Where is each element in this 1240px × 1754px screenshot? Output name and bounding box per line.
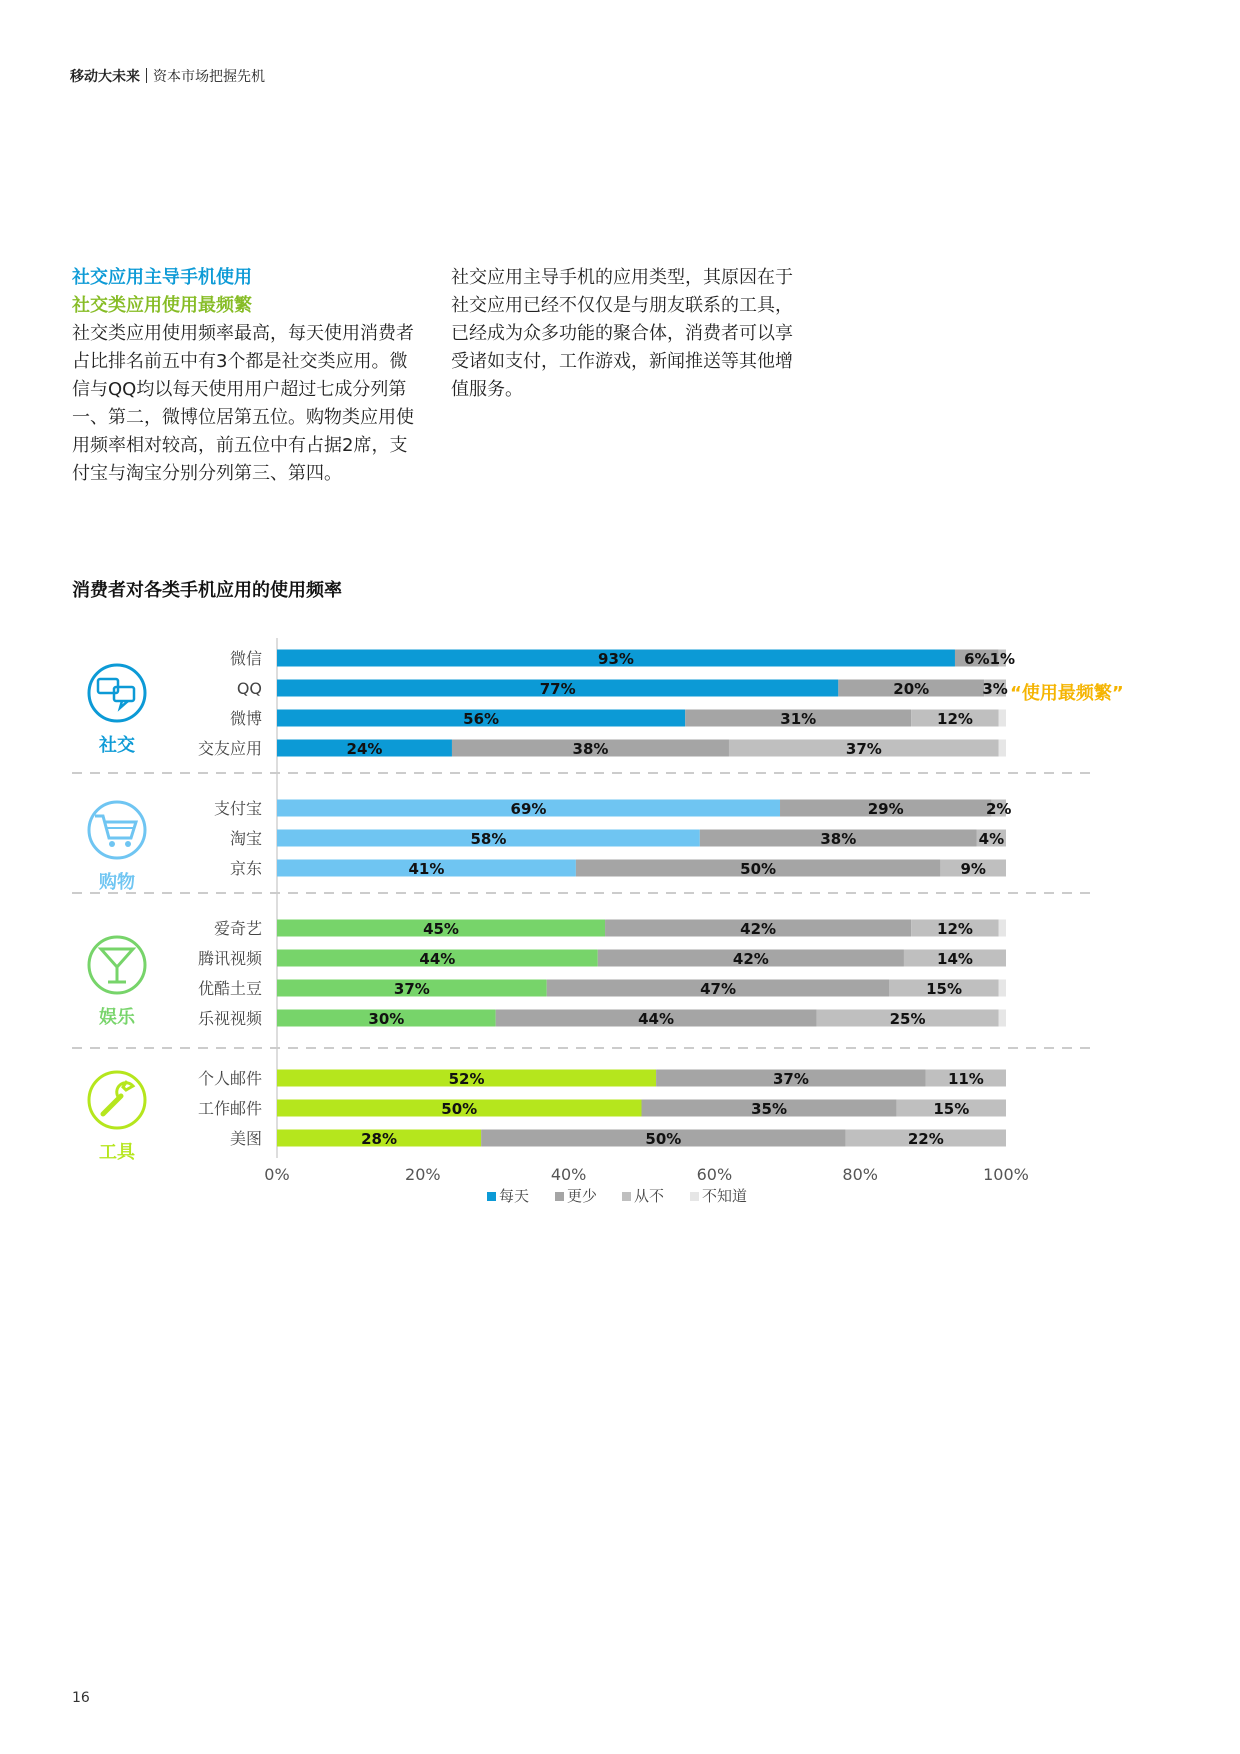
bar-segment	[999, 980, 1006, 997]
bar-value-label: 20%	[893, 680, 930, 698]
bar-value-label: 50%	[645, 1130, 682, 1148]
bar-value-label: 31%	[780, 710, 817, 728]
bar-value-label: 37%	[845, 740, 882, 758]
legend-swatch	[622, 1192, 631, 1201]
bar-value-label: 6%	[964, 650, 990, 668]
legend-label: 每天	[499, 1187, 530, 1205]
legend-label: 从不	[634, 1187, 665, 1205]
bar-value-label: 50%	[441, 1100, 478, 1118]
bar-value-label: 77%	[539, 680, 576, 698]
bar-value-label: 14%	[937, 950, 973, 968]
category-label: 购物	[99, 872, 135, 893]
glass-bowl	[101, 949, 133, 967]
x-tick-label: 60%	[696, 1165, 733, 1184]
app-label: 微博	[229, 709, 262, 728]
header-subtitle: 资本市场把握先机	[153, 69, 265, 85]
bar-value-label: 38%	[572, 740, 609, 758]
bar-value-label: 45%	[423, 920, 459, 938]
bar-value-label: 15%	[933, 1100, 970, 1118]
legend-label: 不知道	[702, 1187, 748, 1205]
bar-segment	[999, 740, 1006, 757]
bar-value-label: 29%	[867, 800, 904, 818]
bar-segment	[999, 920, 1006, 937]
app-label: 淘宝	[229, 829, 262, 848]
bar-value-label: 3%	[982, 680, 1008, 698]
bar-value-label: 4%	[978, 830, 1005, 848]
bar-segment	[999, 1010, 1006, 1027]
app-label: 个人邮件	[197, 1069, 262, 1088]
bar-value-label: 42%	[732, 950, 769, 968]
bar-segment	[999, 710, 1006, 727]
bar-value-label: 52%	[448, 1070, 485, 1088]
bar-value-label: 22%	[907, 1130, 944, 1148]
app-label: 乐视视频	[197, 1009, 262, 1028]
right-paragraph: 社交应用主导手机的应用类型，其原因在于社交应用已经不仅仅是与朋友联系的工具，已经成为众多功能的聚合体，消费者可以享受诸如支付，工作游戏，新闻推送等其他增值服务。	[451, 267, 793, 400]
bar-value-label: 50%	[740, 860, 777, 878]
category-icon-ring	[89, 802, 145, 858]
bar-value-label: 2%	[985, 800, 1012, 818]
app-label: 微信	[229, 649, 262, 668]
bar-value-label: 41%	[408, 860, 445, 878]
page-number: 16	[72, 1690, 90, 1706]
legend-label: 更少	[567, 1187, 598, 1205]
app-label: 优酷土豆	[197, 979, 262, 998]
bar-value-label: 38%	[820, 830, 857, 848]
bar-value-label: 44%	[638, 1010, 675, 1028]
app-label: 支付宝	[213, 799, 262, 818]
bar-value-label: 44%	[419, 950, 456, 968]
legend-swatch	[555, 1192, 564, 1201]
app-label: QQ	[236, 679, 262, 698]
bar-value-label: 37%	[772, 1070, 809, 1088]
bar-value-label: 93%	[598, 650, 634, 668]
bar-value-label: 11%	[947, 1070, 984, 1088]
app-label: 美图	[229, 1129, 262, 1148]
x-tick-label: 100%	[983, 1165, 1029, 1184]
app-label: 爱奇艺	[213, 919, 262, 938]
bar-value-label: 47%	[700, 980, 736, 998]
bar-value-label: 30%	[368, 1010, 405, 1028]
cart-wheel	[109, 841, 115, 847]
category-label: 娱乐	[99, 1007, 135, 1028]
legend-swatch	[487, 1192, 496, 1201]
bar-value-label: 58%	[470, 830, 507, 848]
bar-value-label: 12%	[937, 920, 973, 938]
x-tick-label: 80%	[842, 1165, 878, 1184]
section-heading: 社交应用主导手机使用	[72, 267, 252, 288]
bar-value-label: 12%	[937, 710, 973, 728]
bar-value-label: 24%	[346, 740, 383, 758]
app-label: 京东	[229, 859, 262, 878]
category-label: 工具	[99, 1142, 135, 1163]
app-label: 交友应用	[197, 739, 262, 758]
app-label: 腾讯视频	[197, 949, 262, 968]
left-paragraph: 社交类应用使用频率最高，每天使用消费者占比排名前五中有3个都是社交类应用。微信与QQ均以每天使用用户超过七成分列第一、第二，微博位居第五位。购物类应用使用频率相对较高，前五位中有占据2席，支付宝与淘宝分别分列第三、第四。	[72, 323, 414, 484]
x-tick-label: 20%	[405, 1165, 441, 1184]
bar-value-label: 28%	[361, 1130, 398, 1148]
bar-value-label: 1%	[989, 650, 1016, 668]
app-label: 工作邮件	[197, 1099, 262, 1118]
bar-value-label: 9%	[960, 860, 986, 878]
brand-title: 移动大未来	[70, 69, 140, 85]
cart-wheel	[125, 841, 131, 847]
bar-value-label: 25%	[889, 1010, 926, 1028]
bar-value-label: 35%	[751, 1100, 788, 1118]
bar-value-label: 69%	[510, 800, 547, 818]
bar-value-label: 42%	[740, 920, 777, 938]
chart-title: 消费者对各类手机应用的使用频率	[72, 580, 342, 601]
wrench-handle	[103, 1096, 121, 1114]
x-tick-label: 0%	[264, 1165, 290, 1184]
bar-value-label: 15%	[926, 980, 962, 998]
category-label: 社交	[99, 735, 135, 756]
bar-value-label: 56%	[463, 710, 500, 728]
legend-swatch	[690, 1192, 699, 1201]
bar-value-label: 37%	[393, 980, 430, 998]
section-subheading: 社交类应用使用最频繁	[72, 295, 252, 316]
callout-most-frequent: “使用最频繁”	[1010, 683, 1124, 704]
x-tick-label: 40%	[550, 1165, 587, 1184]
